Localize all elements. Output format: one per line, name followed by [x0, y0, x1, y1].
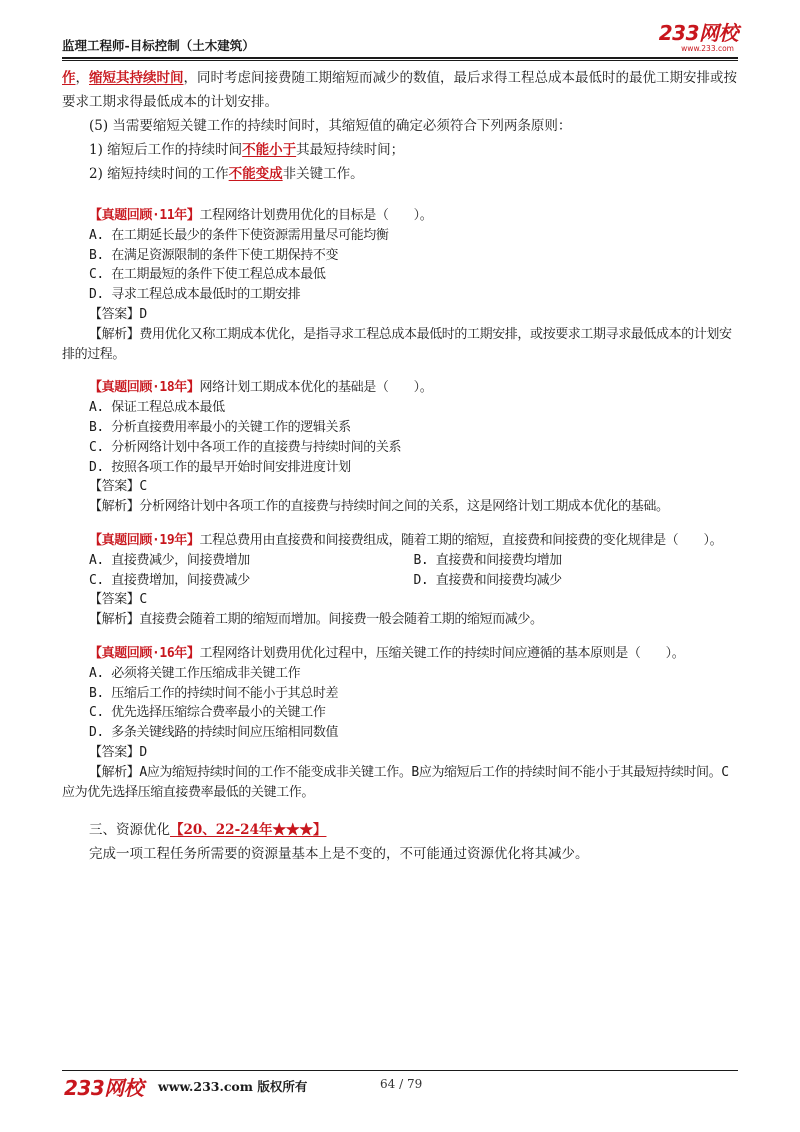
answer: 【答案】C: [89, 592, 147, 608]
question-2018: [62, 378, 738, 517]
option-a: A. 在工期延长最少的条件下使资源需用量尽可能均衡: [89, 227, 389, 243]
explanation: 【解析】A应为缩短持续时间的工作不能变成非关键工作。B应为缩短后工作的持续时间不能小于其最短持续时间。C应为优先选择压缩直接费率最低的关键工作。: [62, 764, 729, 800]
question-stem: 网络计划工期成本优化的基础是（ ）。: [199, 380, 433, 396]
principle-2: 2) 缩短持续时间的工作不能变成非关键工作。: [89, 166, 364, 182]
question-tag: 【真题回顾·11年】: [89, 208, 200, 223]
question-tag: 【真题回顾·18年】: [89, 380, 200, 396]
header-divider-thin: [62, 60, 738, 61]
option-c: C. 直接费增加，间接费减少: [89, 572, 250, 588]
explanation: 【解析】直接费会随着工期的缩短而增加。间接费一般会随着工期的缩短而减少。: [89, 612, 543, 628]
section-text: 完成一项工程任务所需要的资源量基本上是不变的，不可能通过资源优化将其减少。: [89, 846, 589, 863]
highlight-not-become: 不能变成: [228, 166, 283, 182]
question-tag: 【真题回顾·16年】: [89, 645, 200, 661]
page-content: [62, 66, 738, 866]
section-tag: 【20、22-24年★★★】: [170, 822, 327, 839]
option-a: A. 保证工程总成本最低: [89, 400, 225, 416]
explanation: 【解析】费用优化又称工期成本优化，是指寻求工程总成本最低时的工期安排，或按要求工期寻求最低成本的计划安排的过程。: [62, 326, 732, 362]
section-heading-resource: 三、资源优化【20、22-24年★★★】: [89, 822, 327, 839]
option-d: D. 直接费和间接费均减少: [413, 572, 562, 588]
document-title: 监理工程师-目标控制（土木建筑）: [62, 38, 255, 53]
footer-divider: [62, 1070, 738, 1071]
answer: 【答案】D: [89, 744, 147, 760]
option-b: B. 压缩后工作的持续时间不能小于其总时差: [89, 685, 339, 701]
option-c: C. 分析网络计划中各项工作的直接费与持续时间的关系: [89, 439, 402, 455]
answer: 【答案】C: [89, 479, 147, 495]
question-stem: 工程网络计划费用优化的目标是（ ）。: [199, 208, 433, 223]
highlight-not-less: 不能小于: [242, 142, 297, 158]
footer-copyright: www.233.com 版权所有: [158, 1079, 308, 1094]
option-b: B. 直接费和间接费均增加: [413, 552, 562, 568]
option-a: A. 直接费减少，间接费增加: [89, 552, 250, 568]
option-d: D. 按照各项工作的最早开始时间安排进度计划: [89, 459, 351, 475]
option-d: D. 寻求工程总成本最低时的工期安排: [89, 287, 301, 303]
page-header: [62, 22, 738, 56]
question-2016: [62, 644, 738, 802]
brand-logo: [659, 22, 738, 53]
question-2011: [62, 206, 738, 364]
question-tag: 【真题回顾·19年】: [89, 532, 200, 548]
question-stem: 工程总费用由直接费和间接费组成，随着工期的缩短，直接费和间接费的变化规律是（ ）。: [199, 532, 723, 548]
page-number: 64 / 79: [380, 1077, 423, 1091]
logo-url: www.233.com: [681, 44, 734, 53]
option-c: C. 优先选择压缩综合费率最小的关键工作: [89, 705, 326, 721]
explanation: 【解析】分析网络计划中各项工作的直接费与持续时间之间的关系，这是网络计划工期成本优化的基础。: [89, 499, 669, 515]
principle-intro: (5) 当需要缩短关键工作的持续时间时，其缩短值的确定必须符合下列两条原则：: [89, 118, 572, 134]
option-b: B. 在满足资源限制的条件下使工期保持不变: [89, 247, 339, 263]
question-stem: 工程网络计划费用优化过程中，压缩关键工作的持续时间应遵循的基本原则是（ ）。: [199, 645, 685, 661]
question-2019: [62, 531, 738, 630]
intro-paragraph: 作，缩短其持续时间，同时考虑间接费随工期缩短而减少的数值，最后求得工程总成本最低时的最优工期安排或按要求工期求得最低成本的计划安排。: [62, 70, 737, 110]
logo-text: 233网校: [658, 21, 738, 45]
footer-logo: 233网校: [64, 1076, 144, 1100]
option-d: D. 多条关键线路的持续时间应压缩相同数值: [89, 725, 339, 741]
answer: 【答案】D: [89, 306, 147, 322]
option-a: A. 必须将关键工作压缩成非关键工作: [89, 665, 301, 681]
option-c: C. 在工期最短的条件下使工程总成本最低: [89, 267, 326, 283]
header-divider: [62, 57, 738, 59]
principle-1: 1) 缩短后工作的持续时间不能小于其最短持续时间；: [89, 142, 405, 158]
option-b: B. 分析直接费用率最小的关键工作的逻辑关系: [89, 419, 351, 435]
highlight-shorten: 缩短其持续时间: [89, 70, 184, 86]
